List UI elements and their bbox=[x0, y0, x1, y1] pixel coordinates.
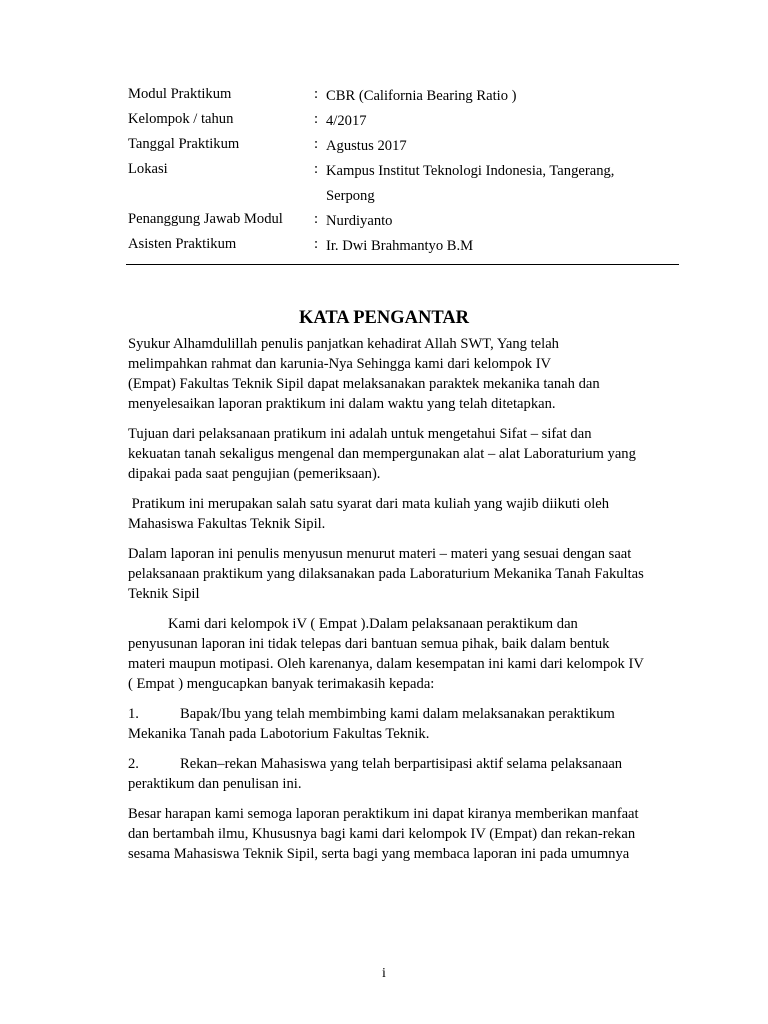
paragraph-materials bbox=[128, 544, 676, 604]
list-number: 2. bbox=[128, 756, 139, 772]
text-line bbox=[128, 754, 676, 774]
info-value: Ir. Dwi Brahmantyo B.M bbox=[326, 238, 474, 254]
info-colon: : bbox=[314, 86, 319, 102]
info-value: Nurdiyanto bbox=[326, 213, 393, 229]
paragraph-hope bbox=[128, 804, 676, 864]
info-colon: : bbox=[314, 111, 319, 127]
list-item bbox=[128, 704, 676, 744]
paragraph-requirement bbox=[128, 494, 676, 534]
text-line: sesama Mahasiswa Teknik Sipil, serta bagi yang membaca laporan ini pada umumnya bbox=[128, 846, 630, 862]
info-value: Kampus Institut Teknologi Indonesia, Tangerang, Serpong bbox=[326, 163, 615, 204]
info-label: Asisten Praktikum bbox=[128, 236, 237, 252]
text-line: peraktikum dan penulisan ini. bbox=[128, 776, 302, 792]
text-line: Dalam laporan ini penulis menyusun menurut materi – materi yang sesuai dengan saat bbox=[128, 546, 632, 562]
info-value: Agustus 2017 bbox=[326, 138, 407, 154]
info-label: Penanggung Jawab Modul bbox=[128, 211, 283, 227]
info-colon: : bbox=[314, 211, 319, 227]
paragraph-purpose bbox=[128, 424, 676, 484]
text-line: Pratikum ini merupakan salah satu syarat dari mata kuliah yang wajib diikuti oleh bbox=[128, 496, 610, 512]
paragraph-intro bbox=[128, 334, 676, 414]
info-colon: : bbox=[314, 161, 319, 177]
horizontal-rule bbox=[126, 264, 679, 265]
info-row-penanggung-jawab bbox=[128, 209, 680, 234]
list-text: Rekan–rekan Mahasiswa yang telah berpartisipasi aktif selama pelaksanaan bbox=[180, 756, 623, 772]
text-line: materi maupun motipasi. Oleh karenanya, dalam kesempatan ini kami dari kelompok IV bbox=[128, 656, 644, 672]
text-line: Tujuan dari pelaksanaan pratikum ini adalah untuk mengetahui Sifat – sifat dan bbox=[128, 426, 592, 442]
text-line bbox=[128, 704, 676, 724]
list-item bbox=[128, 754, 676, 794]
document-body bbox=[128, 334, 676, 874]
info-colon: : bbox=[314, 136, 319, 152]
text-line: penyusunan laporan ini tidak telepas dari bantuan semua pihak, baik dalam bentuk bbox=[128, 636, 610, 652]
info-row-tanggal bbox=[128, 134, 680, 159]
page-title: KATA PENGANTAR bbox=[298, 308, 470, 328]
text-line: dipakai pada saat pengujian (pemeriksaan). bbox=[128, 466, 381, 482]
text-line: Mahasiswa Fakultas Teknik Sipil. bbox=[128, 516, 326, 532]
text-line: ( Empat ) mengucapkan banyak terimakasih kepada: bbox=[128, 676, 435, 692]
list-number: 1. bbox=[128, 706, 139, 722]
info-row-lokasi bbox=[128, 159, 680, 209]
page-number: i bbox=[382, 966, 386, 981]
info-label: Modul Praktikum bbox=[128, 86, 232, 102]
paragraph-thanks bbox=[128, 614, 676, 694]
text-line: Kami dari kelompok iV ( Empat ).Dalam pelaksanaan peraktikum dan bbox=[168, 616, 578, 632]
module-info-table bbox=[128, 84, 680, 259]
info-label: Kelompok / tahun bbox=[128, 111, 234, 127]
text-line: (Empat) Fakultas Teknik Sipil dapat melaksanakan paraktek mekanika tanah dan bbox=[128, 376, 600, 392]
text-line: melimpahkan rahmat dan karunia-Nya Sehingga kami dari kelompok IV bbox=[128, 356, 552, 372]
list-text: Bapak/Ibu yang telah membimbing kami dalam melaksanakan peraktikum bbox=[180, 706, 615, 722]
info-value: CBR (California Bearing Ratio ) bbox=[326, 88, 517, 104]
text-line: Mekanika Tanah pada Labotorium Fakultas Teknik. bbox=[128, 726, 430, 742]
info-label: Tanggal Praktikum bbox=[128, 136, 240, 152]
info-label: Lokasi bbox=[128, 161, 168, 177]
text-line: Syukur Alhamdulillah penulis panjatkan kehadirat Allah SWT, Yang telah bbox=[128, 336, 559, 352]
text-line: pelaksanaan praktikum yang dilaksanakan pada Laboraturium Mekanika Tanah Fakultas bbox=[128, 566, 644, 582]
text-line: Besar harapan kami semoga laporan peraktikum ini dapat kiranya memberikan manfaat bbox=[128, 806, 639, 822]
text-line: dan bertambah ilmu, Khususnya bagi kami dari kelompok IV (Empat) dan rekan-rekan bbox=[128, 826, 636, 842]
info-row-asisten bbox=[128, 234, 680, 259]
info-row-kelompok bbox=[128, 109, 680, 134]
info-colon: : bbox=[314, 236, 319, 252]
text-line: menyelesaikan laporan praktikum ini dalam waktu yang telah ditetapkan. bbox=[128, 396, 556, 412]
text-line: Teknik Sipil bbox=[128, 586, 200, 602]
info-row-modul bbox=[128, 84, 680, 109]
text-line: kekuatan tanah sekaligus mengenal dan mempergunakan alat – alat Laboraturium yang bbox=[128, 446, 636, 462]
info-value: 4/2017 bbox=[326, 113, 367, 129]
